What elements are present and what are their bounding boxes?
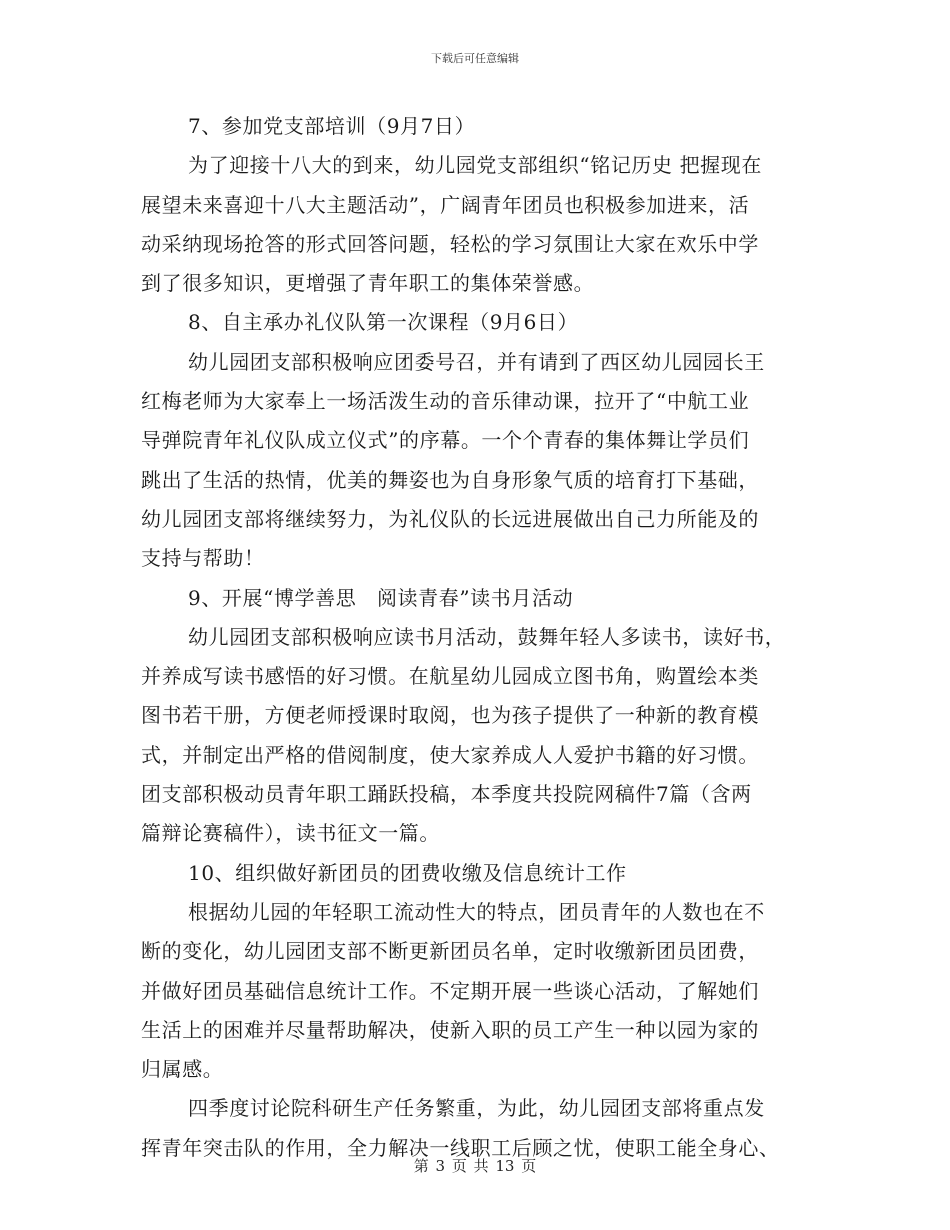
text-line: 四季度讨论院科研生产任务繁重，为此，幼儿园团支部将重点发 bbox=[188, 1096, 765, 1121]
text-line: 8、自主承办礼仪队第一次课程（9月6日） bbox=[188, 310, 579, 335]
text-line: 幼儿园团支部积极响应团委号召，并有请到了西区幼儿园园长王 bbox=[188, 349, 765, 374]
text-line: 跳出了生活的热情，优美的舞姿也为自身形象气质的培育打下基础， bbox=[141, 467, 759, 492]
text-line: 归属感。 bbox=[141, 1057, 224, 1082]
text-line: 红梅老师为大家奉上一场活泼生动的音乐律动课，拉开了“中航工业 bbox=[141, 389, 750, 414]
text-line: 幼儿园团支部积极响应读书月活动，鼓舞年轻人多读书，读好书， bbox=[188, 624, 786, 649]
text-line: 9、开展“博学善思 阅读青春”读书月活动 bbox=[188, 585, 574, 610]
text-line: 式，并制定出严格的借阅制度，使大家养成人人爱护书籍的好习惯。 bbox=[141, 742, 759, 767]
text-line: 断的变化，幼儿园团支部不断更新团员名单，定时收缴新团员团费， bbox=[141, 939, 759, 964]
text-line: 7、参加党支部培训（9月7日） bbox=[188, 114, 476, 138]
document-body bbox=[141, 107, 817, 1168]
text-line: 展望未来喜迎十八大主题活动”，广阔青年团员也积极参加进来，活 bbox=[141, 192, 750, 217]
text-line: 图书若干册，方便老师授课时取阅，也为孩子提供了一种新的教育模 bbox=[141, 703, 759, 728]
text-line: 导弹院青年礼仪队成立仪式”的序幕。一个个青春的集体舞让学员们 bbox=[141, 428, 750, 453]
page-footer: 第 3 页 共 13 页 bbox=[413, 1157, 537, 1175]
text-line: 到了很多知识，更增强了青年职工的集体荣誉感。 bbox=[141, 271, 595, 296]
text-line: 根据幼儿园的年轻职工流动性大的特点，团员青年的人数也在不 bbox=[188, 899, 765, 924]
text-line: 篇辩论赛稿件），读书征文一篇。 bbox=[141, 821, 440, 846]
text-line: 并做好团员基础信息统计工作。不定期开展一些谈心活动，了解她们 bbox=[141, 978, 759, 1003]
text-line: 10、组织做好新团员的团费收缴及信息统计工作 bbox=[188, 860, 627, 885]
text-line: 并养成写读书感悟的好习惯。在航星幼儿园成立图书角，购置绘本类 bbox=[141, 664, 759, 689]
text-line: 团支部积极动员青年职工踊跃投稿，本季度共投院网稿件7篇（含两 bbox=[141, 782, 752, 807]
text-line: 生活上的困难并尽量帮助解决，使新入职的员工产生一种以园为家的 bbox=[141, 1017, 759, 1042]
page-header: 下载后可任意编辑 bbox=[431, 52, 519, 65]
text-line: 动采纳现场抢答的形式回答问题，轻松的学习氛围让大家在欢乐中学 bbox=[141, 231, 759, 256]
text-line: 幼儿园团支部将继续努力，为礼仪队的长远进展做出自己力所能及的 bbox=[141, 506, 759, 531]
text-line: 为了迎接十八大的到来，幼儿园党支部组织“铭记历史 把握现在 bbox=[188, 153, 762, 178]
text-line: 支持与帮助！ bbox=[141, 546, 265, 571]
text-line: 挥青年突击队的作用，全力解决一线职工后顾之忧，使职工能全身心、 bbox=[141, 1135, 780, 1160]
